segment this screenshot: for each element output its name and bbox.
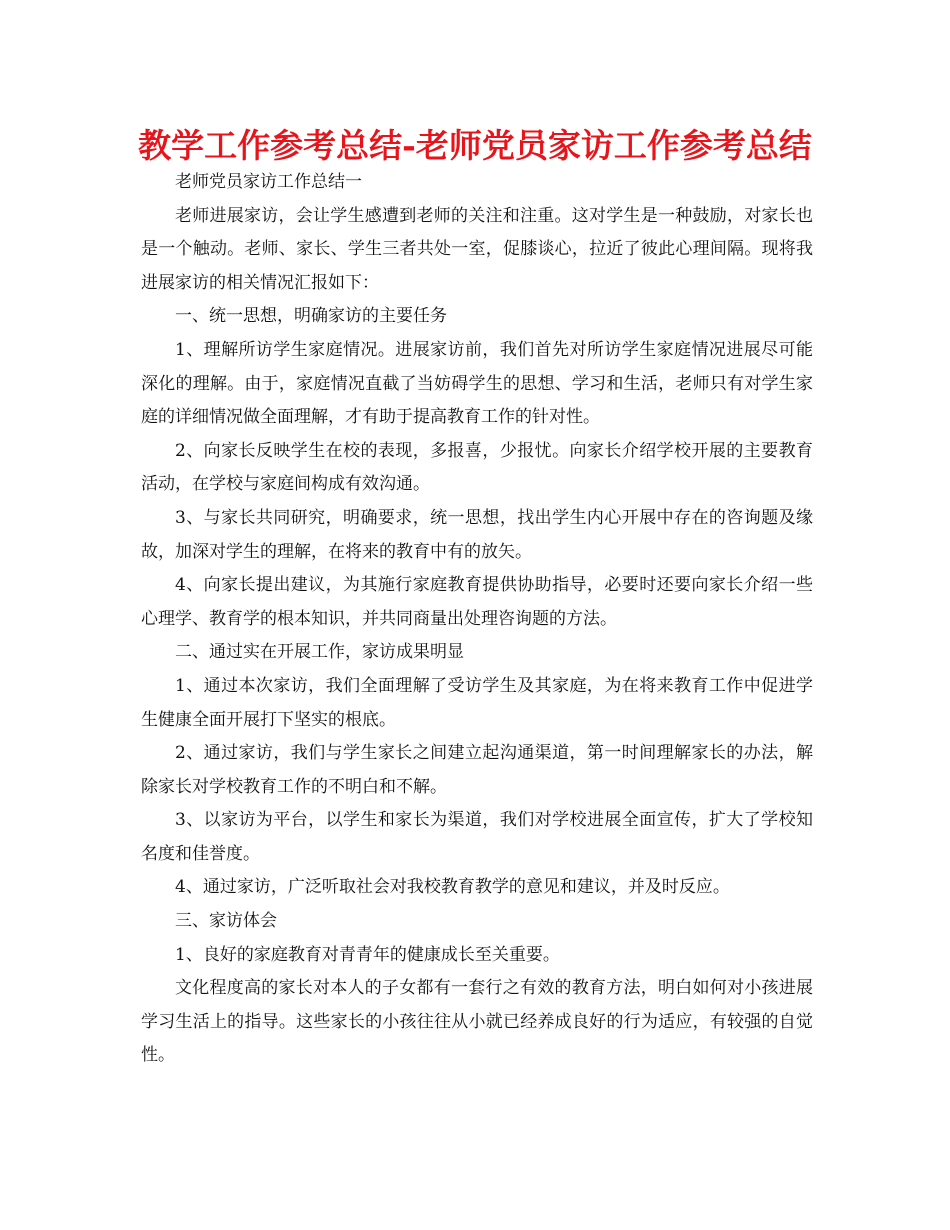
body-paragraph: 4、通过家访，广泛听取社会对我校教育教学的意见和建议，并及时反应。	[175, 877, 730, 898]
document-body	[141, 166, 813, 1073]
body-paragraph: 1、良好的家庭教育对青青年的健康成长至关重要。	[175, 944, 560, 965]
body-paragraph: 3、以家访为平台，以学生和家长为渠道，我们对学校进展全面宣传，扩大了学校知名度和佳誉度。	[141, 810, 813, 864]
body-paragraph: 1、理解所访学生家庭情况。进展家访前，我们首先对所访学生家庭情况进展尽可能深化的理解。由于，家庭情况直截了当妨碍学生的思想、学习和生活，老师只有对学生家庭的详细情况做全面理解，才有助于提高教育工作的针对性。	[141, 339, 813, 428]
body-paragraph: 老师进展家访，会让学生感遭到老师的关注和注重。这对学生是一种鼓励，对家长也是一个触动。老师、家长、学生三者共处一室，促膝谈心，拉近了彼此心理间隔。现将我进展家访的相关情况汇报如下：	[141, 205, 813, 293]
body-paragraph: 4、向家长提出建议，为其施行家庭教育提供协助指导，必要时还要向家长介绍一些心理学、教育学的根本知识，并共同商量出处理咨询题的方法。	[141, 575, 813, 629]
body-paragraph: 2、通过家访，我们与学生家长之间建立起沟通渠道，第一时间理解家长的办法，解除家长对学校教育工作的不明白和不解。	[141, 743, 813, 797]
section-heading: 三、家访体会	[175, 911, 277, 932]
section-heading: 老师党员家访工作总结一	[175, 172, 362, 192]
body-paragraph: 3、与家长共同研究，明确要求，统一思想，找出学生内心开展中存在的咨询题及缘故，加深对学生的理解，在将来的教育中有的放矢。	[141, 507, 813, 562]
body-paragraph: 文化程度高的家长对本人的子女都有一套行之有效的教育方法，明白如何对小孩进展学习生活上的指导。这些家长的小孩往往从小就已经养成良好的行为适应，有较强的自觉性。	[141, 978, 813, 1066]
section-heading: 一、统一思想，明确家访的主要任务	[175, 306, 447, 327]
body-paragraph: 2、向家长反映学生在校的表现，多报喜，少报忧。向家长介绍学校开展的主要教育活动，在学校与家庭间构成有效沟通。	[141, 440, 813, 495]
body-paragraph: 1、通过本次家访，我们全面理解了受访学生及其家庭，为在将来教育工作中促进学生健康全面开展打下坚实的根底。	[141, 675, 813, 730]
document-title: 教学工作参考总结-老师党员家访工作参考总结	[138, 126, 812, 165]
section-heading: 二、通过实在开展工作，家访成果明显	[175, 642, 464, 663]
